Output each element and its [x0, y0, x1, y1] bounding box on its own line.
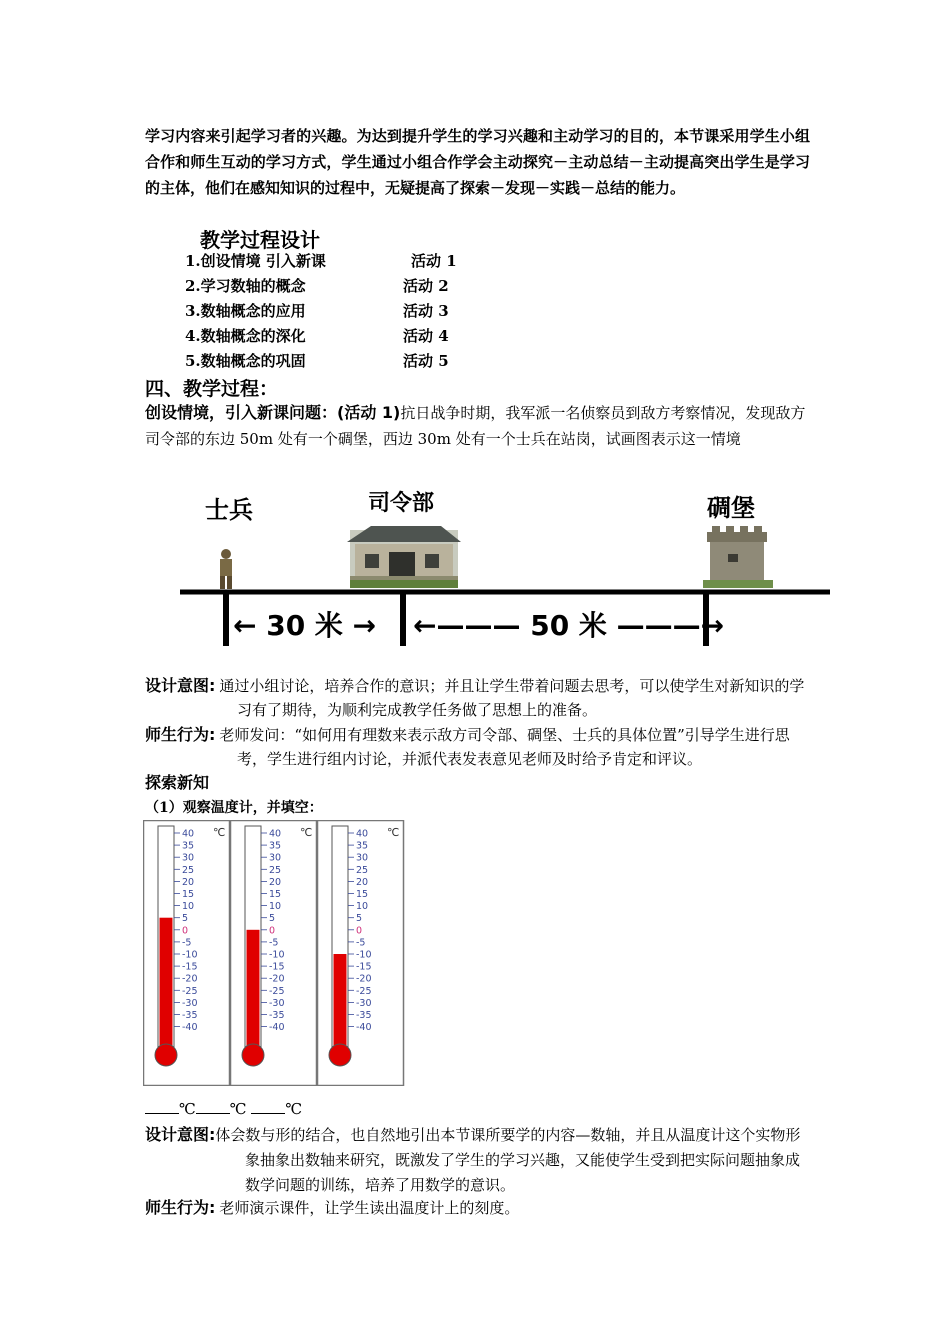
hq-label: 司令部: [368, 491, 435, 516]
scale-label: -30: [182, 997, 198, 1009]
scale-label: -35: [182, 1010, 198, 1021]
scale-label: 10: [269, 901, 282, 913]
activity-tag: 活动 5: [403, 352, 449, 370]
activity-name: 4.数轴概念的深化: [185, 327, 306, 345]
teacher-student-text: 老师演示课件，让学生读出温度计上的刻度。: [219, 1199, 520, 1217]
activity-name: 5.数轴概念的巩固: [185, 352, 306, 370]
blank-2[interactable]: [196, 1099, 230, 1114]
thermometer: [231, 821, 317, 1086]
scale-label: -5: [269, 937, 279, 949]
intro-paragraph: 学习内容来引起学习者的兴趣。为达到提升学生的学习兴趣和主动学习的目的，本节课采用学生小组合作和师生互动的学习方式，学生通过小组合作学会主动探究－主动总结－主动提高突出学生是学习的主体，他们在感知知识的过程中，无疑提高了探索－发现－实践－总结的能力。: [145, 127, 810, 197]
scale-label: -15: [356, 961, 372, 973]
scale-label: 20: [356, 876, 369, 888]
mercury-column: [334, 954, 347, 1056]
observe-task: （1）观察温度计，并填空：: [145, 800, 323, 816]
activity-name: 3.数轴概念的应用: [185, 302, 306, 320]
scale-label: -40: [356, 1022, 372, 1034]
left-distance-label: ← 30 米 →: [233, 609, 377, 642]
scale-label: -5: [356, 937, 366, 949]
scale-label: 5: [269, 913, 276, 925]
scale-label: 25: [356, 864, 369, 876]
scale-label: 0: [356, 925, 363, 937]
scale-label: -10: [269, 949, 285, 961]
number-line-diagram: [175, 488, 835, 658]
design-intent-text: 体会数与形的结合，也自然地引出本节课所要学的内容—数轴，并且从温度计这个实物形象抽象出数轴来研究，既激发了学生的学习兴趣，又能使学生受到把实际问题抽象成数学问题的训练，培养了用数学的意识。: [215, 1126, 801, 1194]
scale-label: -25: [269, 985, 285, 997]
thermometer-bulb: [155, 1044, 177, 1066]
scale-label: 35: [269, 840, 282, 852]
blank-3[interactable]: [251, 1099, 285, 1114]
scale-label: 40: [356, 828, 369, 840]
scale-label: 15: [356, 889, 369, 900]
process-heading: 教学过程设计: [200, 228, 320, 252]
scale-label: -20: [356, 973, 372, 985]
scale-label: 35: [356, 840, 369, 852]
scale-label: -30: [269, 997, 285, 1009]
scale-label: -20: [269, 973, 285, 985]
activity-tag: 活动 3: [403, 302, 449, 320]
mercury-column: [247, 930, 260, 1056]
thermometer-bulb: [242, 1044, 264, 1066]
explore-heading-text: 探索新知: [145, 773, 210, 792]
section-heading: 四、教学过程：: [145, 378, 279, 400]
blank-unit-2: ℃: [229, 1100, 247, 1118]
scale-label: 30: [182, 852, 195, 864]
scale-label: -20: [182, 973, 198, 985]
design-intent-2: [145, 1122, 810, 1198]
thermometer-bulb: [329, 1044, 351, 1066]
scale-label: -5: [182, 937, 192, 949]
thermometer-group: [143, 820, 405, 1086]
scale-label: 40: [182, 828, 195, 840]
scale-label: -30: [356, 997, 372, 1009]
scale-label: 25: [269, 864, 282, 876]
teacher-student-label: 师生行为:: [145, 1198, 216, 1217]
scale-label: -10: [356, 949, 372, 961]
soldier-icon: [220, 549, 232, 589]
scale-label: 25: [182, 864, 195, 876]
scale-label: 15: [182, 889, 195, 900]
activity-row: [185, 324, 449, 348]
scenario-paragraph: [145, 400, 810, 452]
unit-label: ℃: [300, 826, 313, 839]
activity-tag: 活动 4: [403, 327, 449, 345]
scale-label: -15: [269, 961, 285, 973]
teacher-student-label: 师生行为:: [145, 725, 216, 744]
bunker-label: 碉堡: [707, 494, 755, 522]
scale-label: -25: [182, 985, 198, 997]
bunker-icon: [703, 526, 773, 588]
scale-label: 30: [356, 852, 369, 864]
scenario-text: 抗日战争时期，我军派一名侦察员到敌方考察情况，发现敌方司令部的东边 50m 处有一个碉堡，西边 30m 处有一个士兵在站岗，试画图表示这一情境: [145, 404, 806, 448]
explore-heading: [145, 771, 810, 795]
scale-label: 10: [356, 901, 369, 913]
activity-tag: 活动 1: [411, 252, 457, 270]
activity-row: [185, 274, 449, 298]
unit-label: ℃: [213, 826, 226, 839]
scale-label: 20: [182, 876, 195, 888]
scale-label: -35: [269, 1010, 285, 1021]
scale-label: 0: [182, 925, 189, 937]
scenario-lead: 创设情境，引入新课问题：(活动 1): [145, 403, 401, 422]
scale-label: 35: [182, 840, 195, 852]
soldier-label: 士兵: [205, 496, 253, 524]
activity-row: [185, 349, 449, 373]
activity-row: [185, 299, 449, 323]
design-intent-1: [145, 674, 810, 722]
scale-label: -35: [356, 1010, 372, 1021]
activity-name: 2.学习数轴的概念: [185, 277, 306, 295]
right-distance-label: ←——— 50 米 ———→: [413, 609, 725, 642]
activity-row: [185, 249, 457, 273]
teacher-student-1: [145, 723, 810, 771]
thermometer: [144, 821, 230, 1086]
scale-label: -10: [182, 949, 198, 961]
scale-label: -25: [356, 985, 372, 997]
scale-label: -15: [182, 961, 198, 973]
scale-label: 0: [269, 925, 276, 937]
design-intent-label: 设计意图:: [145, 1125, 216, 1144]
fill-blank-row: [145, 1097, 810, 1121]
teacher-student-2: [145, 1196, 810, 1220]
scale-label: 5: [182, 913, 189, 925]
teacher-student-text: 老师发问：“如何用有理数来表示敌方司令部、碉堡、士兵的具体位置”引导学生进行思考，学生进行组内讨论，并派代表发表意见老师及时给予肯定和评议。: [219, 726, 790, 768]
thermometer: [318, 821, 404, 1086]
blank-unit-1: ℃: [179, 1100, 196, 1118]
scale-label: 20: [269, 876, 282, 888]
scale-label: 10: [182, 901, 195, 913]
scale-label: -40: [269, 1022, 285, 1034]
blank-unit-3: ℃: [285, 1100, 303, 1118]
design-intent-text: 通过小组讨论，培养合作的意识；并且让学生带着问题去思考，可以使学生对新知识的学习有了期待，为顺利完成教学任务做了思想上的准备。: [219, 677, 805, 719]
scale-label: -40: [182, 1022, 198, 1034]
hq-building-icon: [347, 526, 461, 588]
scale-label: 40: [269, 828, 282, 840]
activity-name: 1.创设情境 引入新课: [185, 252, 326, 270]
activity-tag: 活动 2: [403, 277, 449, 295]
scale-label: 5: [356, 913, 363, 925]
scale-label: 15: [269, 889, 282, 900]
blank-1[interactable]: [145, 1099, 179, 1114]
scale-label: 30: [269, 852, 282, 864]
design-intent-label: 设计意图:: [145, 676, 216, 695]
mercury-column: [160, 918, 173, 1056]
unit-label: ℃: [387, 826, 400, 839]
